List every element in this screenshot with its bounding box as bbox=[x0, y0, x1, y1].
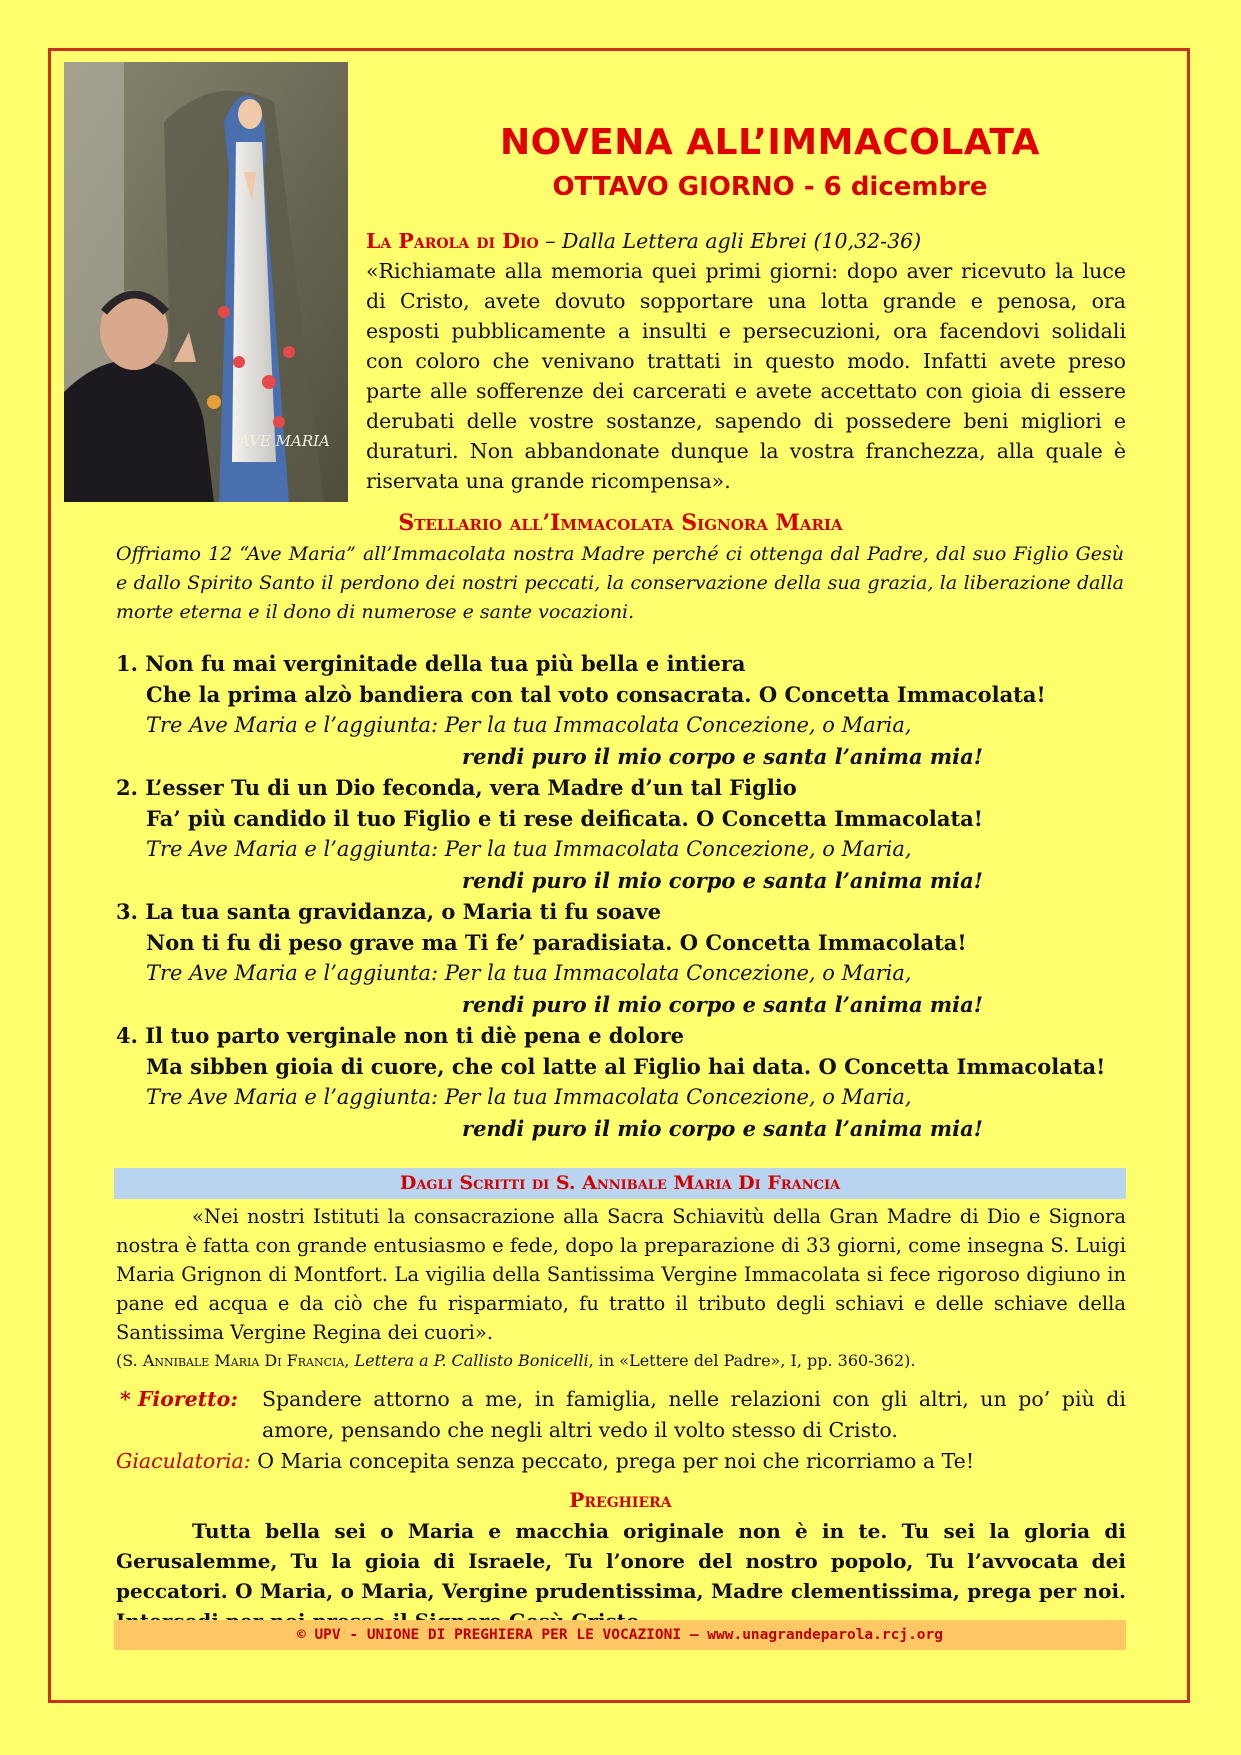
parola-source: Dalla Lettera agli Ebrei (10,32-36) bbox=[562, 229, 922, 253]
verse-aggiunta: Tre Ave Maria e l’aggiunta: Per la tua Immacolata Concezione, o Maria, bbox=[146, 961, 912, 985]
devotional-image bbox=[64, 62, 348, 502]
stellario-verses bbox=[116, 648, 1126, 1144]
preghiera-heading: Preghiera bbox=[569, 1488, 672, 1512]
verse-3 bbox=[116, 896, 1126, 1020]
verse-line: Non ti fu di peso grave ma Ti fe’ paradisiata. O Concetta Immacolata! bbox=[146, 930, 967, 955]
ref-author: Annibale Maria Di Francia bbox=[142, 1351, 345, 1370]
fioretto-label: * Fioretto: bbox=[120, 1387, 238, 1411]
verse-response: rendi puro il mio corpo e santa l’anima mia! bbox=[462, 744, 983, 769]
parola-section bbox=[366, 226, 1126, 496]
parola-text: «Richiamate alla memoria quei primi giorni: dopo aver ricevuto la luce di Cristo, avete dovuto sopportare una lotta grande e penosa, ora esposti pubblicamente a insulti e persecuzioni, ora facendovi solidali con coloro che venivano trattati in questo modo. Infatti avete preso parte alle sofferenze dei carcerati e avete accettato con gioia di essere derubati delle vostre sostanze, sapendo di possedere beni migliori e duraturi. Non abbandonate dunque la vostra franchezza, alla quale è riservata una grande ricompensa». bbox=[366, 259, 1126, 493]
ref-letter: Lettera a P. Callisto Bonicelli bbox=[354, 1351, 589, 1370]
ref-rest: , in «Lettere del Padre», I, pp. 360-362). bbox=[588, 1351, 916, 1370]
giaculatoria-label: Giaculatoria: bbox=[116, 1449, 251, 1473]
verse-response: rendi puro il mio corpo e santa l’anima mia! bbox=[462, 992, 983, 1017]
verse-4 bbox=[116, 1020, 1126, 1144]
verse-line: 1. Non fu mai verginitade della tua più bella e intiera bbox=[116, 651, 746, 676]
verse-aggiunta: Tre Ave Maria e l’aggiunta: Per la tua Immacolata Concezione, o Maria, bbox=[146, 713, 912, 737]
verse-1 bbox=[116, 648, 1126, 772]
verse-aggiunta: Tre Ave Maria e l’aggiunta: Per la tua Immacolata Concezione, o Maria, bbox=[146, 1085, 912, 1109]
parola-heading: La Parola di Dio bbox=[366, 229, 539, 253]
ref-comma: , bbox=[344, 1351, 355, 1370]
preghiera-section bbox=[116, 1516, 1126, 1636]
verse-2 bbox=[116, 772, 1126, 896]
verse-line: Fa’ più candido il tuo Figlio e ti rese deificata. O Concetta Immacolata! bbox=[146, 806, 983, 831]
parola-dash: – bbox=[538, 229, 563, 253]
verse-line: 2. L’esser Tu di un Dio feconda, vera Madre d’un tal Figlio bbox=[116, 775, 797, 800]
stellario-heading: Stellario all’Immacolata Signora Maria bbox=[398, 510, 843, 536]
footer-credits: © UPV - UNIONE DI PREGHIERA PER LE VOCAZIONI – www.unagrandeparola.rcj.org bbox=[114, 1620, 1126, 1650]
scritti-reference bbox=[116, 1347, 1126, 1375]
parola-heading-line bbox=[366, 226, 1126, 256]
preghiera-text: Tutta bella sei o Maria e macchia originale non è in te. Tu sei la gloria di Gerusalemme, Tu la gioia di Israele, Tu l’onore del nostro popolo, Tu l’avvocata dei peccatori. O Maria, o Maria, Vergine prudentissima, Madre clementissima, prega per noi. bbox=[116, 1519, 1126, 1603]
verse-line: 4. Il tuo parto verginale non ti diè pena e dolore bbox=[116, 1023, 684, 1048]
scritti-text: «Nei nostri Istituti la consacrazione alla Sacra Schiavitù della Gran Madre di Dio e Signora nostra è fatta con grande entusiasmo e fede, dopo la preparazione di 33 giorni, come insegna S. Luigi Maria Grignon di Montfort. La vigilia della Santissima Vergine Immacolata si fece rigoroso digiuno in pane ed acqua e da ciò che fu risparmiato, fu tratto il tributo degli schiavi e delle schiave della Santissima Vergine Regina dei cuori». bbox=[116, 1205, 1126, 1344]
ref-open: (S. bbox=[116, 1351, 143, 1370]
fioretto-text: Spandere attorno a me, in famiglia, nelle relazioni con gli altri, un po’ più di amore, pensando che negli altri vedo il volto stesso di Cristo. bbox=[262, 1387, 1126, 1442]
giaculatoria-text: O Maria concepita senza peccato, prega per noi che ricorriamo a Te! bbox=[250, 1449, 975, 1473]
verse-line: Che la prima alzò bandiera con tal voto consacrata. O Concetta Immacolata! bbox=[146, 682, 1046, 707]
verse-response: rendi puro il mio corpo e santa l’anima mia! bbox=[462, 1116, 983, 1141]
scritti-section bbox=[116, 1202, 1126, 1375]
giaculatoria-section bbox=[116, 1446, 1126, 1477]
verse-line: 3. La tua santa gravidanza, o Maria ti fu soave bbox=[116, 899, 662, 924]
verse-line: Ma sibben gioia di cuore, che col latte al Figlio hai data. O Concetta Immacolata! bbox=[146, 1054, 1106, 1079]
verse-aggiunta: Tre Ave Maria e l’aggiunta: Per la tua Immacolata Concezione, o Maria, bbox=[146, 837, 912, 861]
scritti-heading: Dagli Scritti di S. Annibale Maria Di Francia bbox=[114, 1168, 1126, 1199]
stellario-intro: Offriamo 12 “Ave Maria” all’Immacolata nostra Madre perché ci ottenga dal Padre, dal suo Figlio Gesù e dallo Spirito Santo il perdono dei nostri peccati, la conservazione della sua grazia, la liberazione dalla morte eterna e il dono di numerose e sante vocazioni. bbox=[116, 543, 1124, 623]
page-subtitle: OTTAVO GIORNO - 6 dicembre bbox=[552, 172, 988, 202]
fioretto-section bbox=[116, 1384, 1126, 1446]
image-inscription: AVE MARIA bbox=[239, 432, 330, 450]
page-title: NOVENA ALL’IMMACOLATA bbox=[500, 122, 1040, 163]
verse-response: rendi puro il mio corpo e santa l’anima mia! bbox=[462, 868, 983, 893]
